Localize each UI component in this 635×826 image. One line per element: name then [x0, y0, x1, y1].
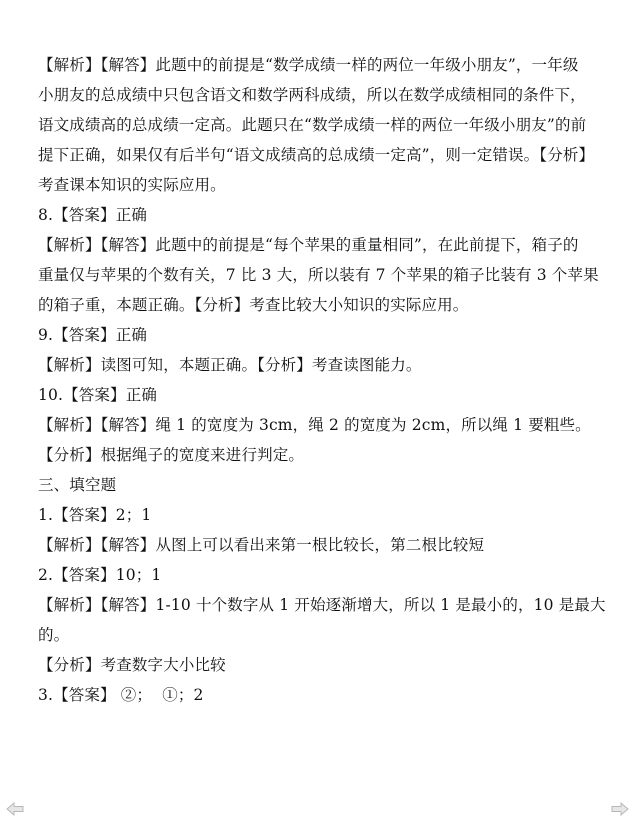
- answer-heading-fill-2: 2.【答案】10；1: [38, 566, 162, 584]
- text-line-14: 【分析】根据绳子的宽度来进行判定。: [38, 446, 305, 464]
- text-line-2: 小朋友的总成绩中只包含语文和数学两科成绩，所以在数学成绩相同的条件下，: [38, 86, 586, 104]
- answer-heading-9: 9.【答案】正确: [38, 326, 147, 344]
- text-line-20: 的。: [38, 626, 70, 644]
- right-arrow-icon: [611, 802, 629, 816]
- text-line-9: 的箱子重，本题正确。【分析】考查比较大小知识的实际应用。: [38, 296, 469, 314]
- answer-heading-8: 8.【答案】正确: [38, 206, 147, 224]
- answer-heading-10: 10.【答案】正确: [38, 386, 158, 404]
- next-page-button[interactable]: [609, 800, 631, 818]
- text-line-1: 【解析】【解答】此题中的前提是“数学成绩一样的两位一年级小朋友”，一年级: [38, 56, 579, 74]
- text-line-4: 提下正确，如果仅有后半句“语文成绩高的总成绩一定高”，则一定错误。【分析】: [38, 146, 595, 164]
- text-line-17: 【解析】【解答】从图上可以看出来第一根比较长，第二根比较短: [38, 536, 485, 554]
- left-arrow-icon: [6, 802, 24, 816]
- text-line-21: 【分析】考查数字大小比较: [38, 656, 226, 674]
- prev-page-button[interactable]: [4, 800, 26, 818]
- text-line-19: 【解析】【解答】1-10 十个数字从 1 开始逐渐增大，所以 1 是最小的，10 是最大: [38, 596, 606, 614]
- text-line-11: 【解析】读图可知，本题正确。【分析】考查读图能力。: [38, 356, 422, 374]
- text-line-3: 语文成绩高的总成绩一定高。此题只在“数学成绩一样的两位一年级小朋友”的前: [38, 116, 587, 134]
- answer-heading-fill-3: 3.【答案】 ②； ①；2: [38, 686, 204, 704]
- text-line-13: 【解析】【解答】绳 1 的宽度为 3cm，绳 2 的宽度为 2cm，所以绳 1 要粗些。: [38, 416, 591, 434]
- answer-heading-fill-1: 1.【答案】2；1: [38, 506, 152, 524]
- section-heading: 三、填空题: [38, 476, 117, 494]
- text-line-5: 考查课本知识的实际应用。: [38, 176, 226, 194]
- text-line-8: 重量仅与苹果的个数有关，7 比 3 大，所以装有 7 个苹果的箱子比装有 3 个苹果: [38, 266, 599, 284]
- text-line-7: 【解析】【解答】此题中的前提是“每个苹果的重量相同”，在此前提下，箱子的: [38, 236, 579, 254]
